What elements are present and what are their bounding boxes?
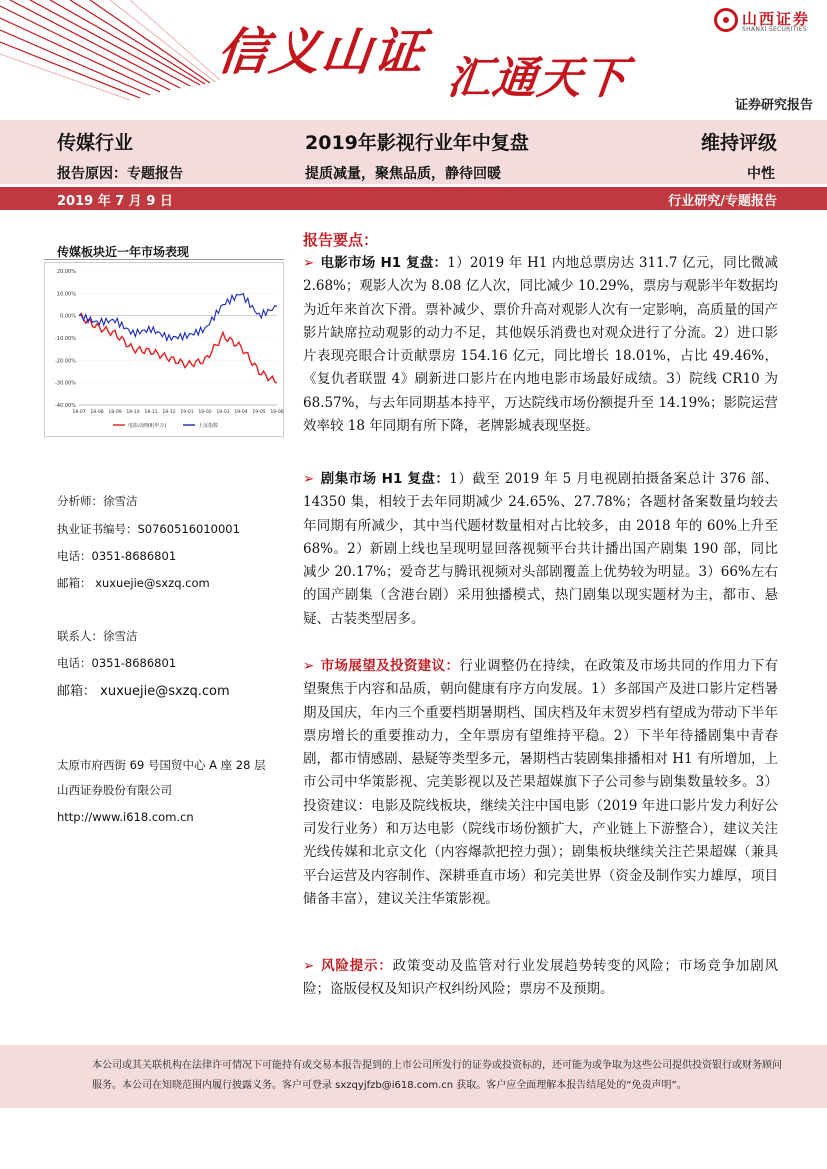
x-tick-label: 19-01 — [180, 410, 194, 415]
company-url[interactable]: http://www.i618.com.cn — [57, 810, 194, 824]
risk-text: 政策变动及监管对行业发展趋势转变的风险；市场竞争加剧风险；盗版侵权及知识产权纠纷风险；票房不及预期。 — [303, 958, 779, 998]
y-tick-label: 0.00% — [60, 313, 76, 320]
header-banner — [0, 0, 827, 118]
risk-lead: 风险提示： — [320, 958, 393, 974]
logo-cn-text: 山西证券 — [742, 10, 811, 28]
analyst-phone: 电话：0351-8686801 — [57, 549, 177, 563]
x-tick-label: 18-07 — [72, 410, 86, 415]
outlook-lead: 市场展望及投资建议： — [320, 658, 460, 674]
bullet-arrow-icon: ➢ — [303, 471, 315, 487]
risk-paragraph — [303, 955, 778, 1002]
report-date: 2019 年 7 月 9 日 — [57, 194, 173, 209]
drama-market-lead: 剧集市场 H1 复盘： — [320, 471, 450, 487]
x-tick-label: 18-08 — [90, 410, 104, 415]
drama-market-text: 1）截至 2019 年 5 月电视剧拍摄备案总计 376 部、14350 集，相较于去年同期减少 24.65%、27.78%；各题材备案数量均较去年同期有所减少，其中当代题材数量相对占比较多，由 2018 年的 60%上升至 68%。2）新剧上线也呈现明显回落视频平台共计播出国产剧集 190 部，同比减少 20.17%；爱奇艺与腾讯视频对头部剧覆盖上优势较为明显。3）66%左右的国产剧集（含港台剧）采用独播模式，热门剧集以现实题材为主，都市、悬疑、古装类型居多。 — [303, 471, 778, 627]
industry-title: 传媒行业 — [57, 132, 134, 154]
outlook-paragraph — [303, 655, 778, 911]
x-tick-label: 18-09 — [108, 410, 122, 415]
y-tick-label: 10.00% — [56, 291, 76, 298]
bullet-arrow-icon: ➢ — [303, 658, 315, 674]
x-tick-label: 19-05 — [252, 410, 266, 415]
y-tick-label: -40.00% — [55, 403, 76, 409]
research-label: 证券研究报告 — [734, 98, 813, 113]
y-tick-label: -20.00% — [55, 358, 76, 365]
rating-value: 中性 — [747, 166, 775, 182]
x-tick-label: 18-10 — [126, 410, 140, 415]
chart-divider — [44, 259, 284, 260]
company-logo — [714, 8, 824, 38]
slogan-part1: 信义山证 — [214, 23, 429, 81]
x-tick-label: 19-02 — [198, 410, 212, 415]
x-tick-label: 19-04 — [234, 410, 248, 415]
logo-icon — [714, 8, 738, 32]
series-line-0 — [79, 314, 277, 383]
contact-name: 联系人：徐雪洁 — [57, 629, 138, 643]
bullet-arrow-icon: ➢ — [303, 255, 315, 271]
logo-en-text: SHANXI SECURITIES — [742, 26, 807, 33]
slogan-part2: 汇通天下 — [444, 53, 631, 104]
rating-label: 维持评级 — [700, 132, 777, 154]
contact-phone: 电话：0351-8686801 — [57, 656, 177, 670]
analyst-cert: 执业证书编号：S0760516010001 — [57, 522, 240, 536]
drama-market-paragraph — [303, 468, 778, 631]
y-tick-label: -30.00% — [55, 380, 76, 387]
x-tick-label: 19-06 — [270, 410, 284, 415]
y-tick-label: -10.00% — [55, 336, 76, 342]
report-title: 2019年影视行业年中复盘 — [305, 132, 529, 154]
company-address: 太原市府西街 69 号国贸中心 A 座 28 层 — [57, 758, 266, 772]
chart-svg — [45, 263, 285, 438]
legend-label: 电影动画III(申万) — [128, 423, 167, 429]
analyst-name: 分析师：徐雪洁 — [57, 494, 138, 508]
analyst-email[interactable]: 邮箱： xuxuejie@sxzq.com — [57, 576, 210, 590]
x-tick-label: 18-11 — [144, 410, 158, 415]
report-type: 行业研究/专题报告 — [668, 194, 777, 209]
film-market-paragraph — [303, 252, 778, 438]
y-tick-label: 20.00% — [56, 269, 76, 275]
legend-label: 上证指数 — [198, 423, 219, 429]
x-tick-label: 18-12 — [162, 410, 176, 415]
disclaimer-text: 本公司或其关联机构在法律许可情况下可能持有或交易本报告提到的上市公司所发行的证券或投资标的，还可能为或争取为这些公司提供投资银行或财务顾问服务。本公司在知晓范围内履行披露义务。客户可登录 sxzqyjfzb@i618.com.cn 获取。客户应全面理解本报告结尾处的“免责声明”。 — [92, 1060, 782, 1091]
chart-title: 传媒板块近一年市场表现 — [57, 245, 190, 259]
contact-email[interactable]: 邮箱： xuxuejie@sxzq.com — [57, 684, 230, 699]
report-subtitle: 提质减量，聚焦品质，静待回暖 — [305, 166, 501, 182]
market-chart — [44, 262, 284, 437]
company-name: 山西证券股份有限公司 — [57, 783, 172, 797]
report-highlights-heading: 报告要点： — [303, 231, 379, 249]
film-market-text: 1）2019 年 H1 内地总票房达 311.7 亿元，同比微减 2.68%；观影人次为 8.08 亿人次，同比减少 10.29%，票房与观影半年数据均为近年来首次下滑。票补减少、票价升高对观影人次有一定影响，高质量的国产影片缺席拉动观影的动力不足，其他娱乐消费也对观众进行了分流。2）进口影片表现亮眼合计贡献票房 154.16 亿元，同比增长 18.01%，占比 49.46%，《复仇者联盟 4》刷新进口影片在内地电影市场最好成绩。3）院线 CR10 为 68.57%，与去年同期基本持平，万达院线市场份额提升至 14.19%；影院运营效率较 18 年同期有所下降，老牌影城表现坚挺。 — [303, 255, 778, 435]
bullet-arrow-icon: ➢ — [303, 958, 315, 974]
x-tick-label: 19-03 — [216, 410, 230, 415]
outlook-text: 行业调整仍在持续，在政策及市场共同的作用力下有望聚焦于内容和品质，朝向健康有序方向发展。1）多部国产及进口影片定档暑期及国庆，年内三个重要档期暑期档、国庆档及年末贺岁档有望成为带动下半年票房增长的重要推动力，全年票房有望维持平稳。2）下半年待播剧集中青春剧，都市情感剧、悬疑等类型多元，暑期档古装剧集排播相对 H1 有所增加，上市公司中华策影视、完美影视以及芒果超媒旗下子公司参与剧集数量较多。3）投资建议：电影及院线板块，继续关注中国电影（2019 年进口影片发力利好公司发行业务）和万达电影（院线市场份额扩大，产业链上下游整合），建议关注光线传媒和北京文化（内容爆款把控力强）；剧集板块继续关注芒果超媒（兼具平台运营及内容制作、深耕垂直市场）和完美世界（资金及制作实力雄厚，项目储备丰富），建议关注华策影视。 — [303, 658, 778, 907]
film-market-lead: 电影市场 H1 复盘： — [320, 255, 448, 271]
report-reason: 报告原因：专题报告 — [57, 166, 183, 182]
